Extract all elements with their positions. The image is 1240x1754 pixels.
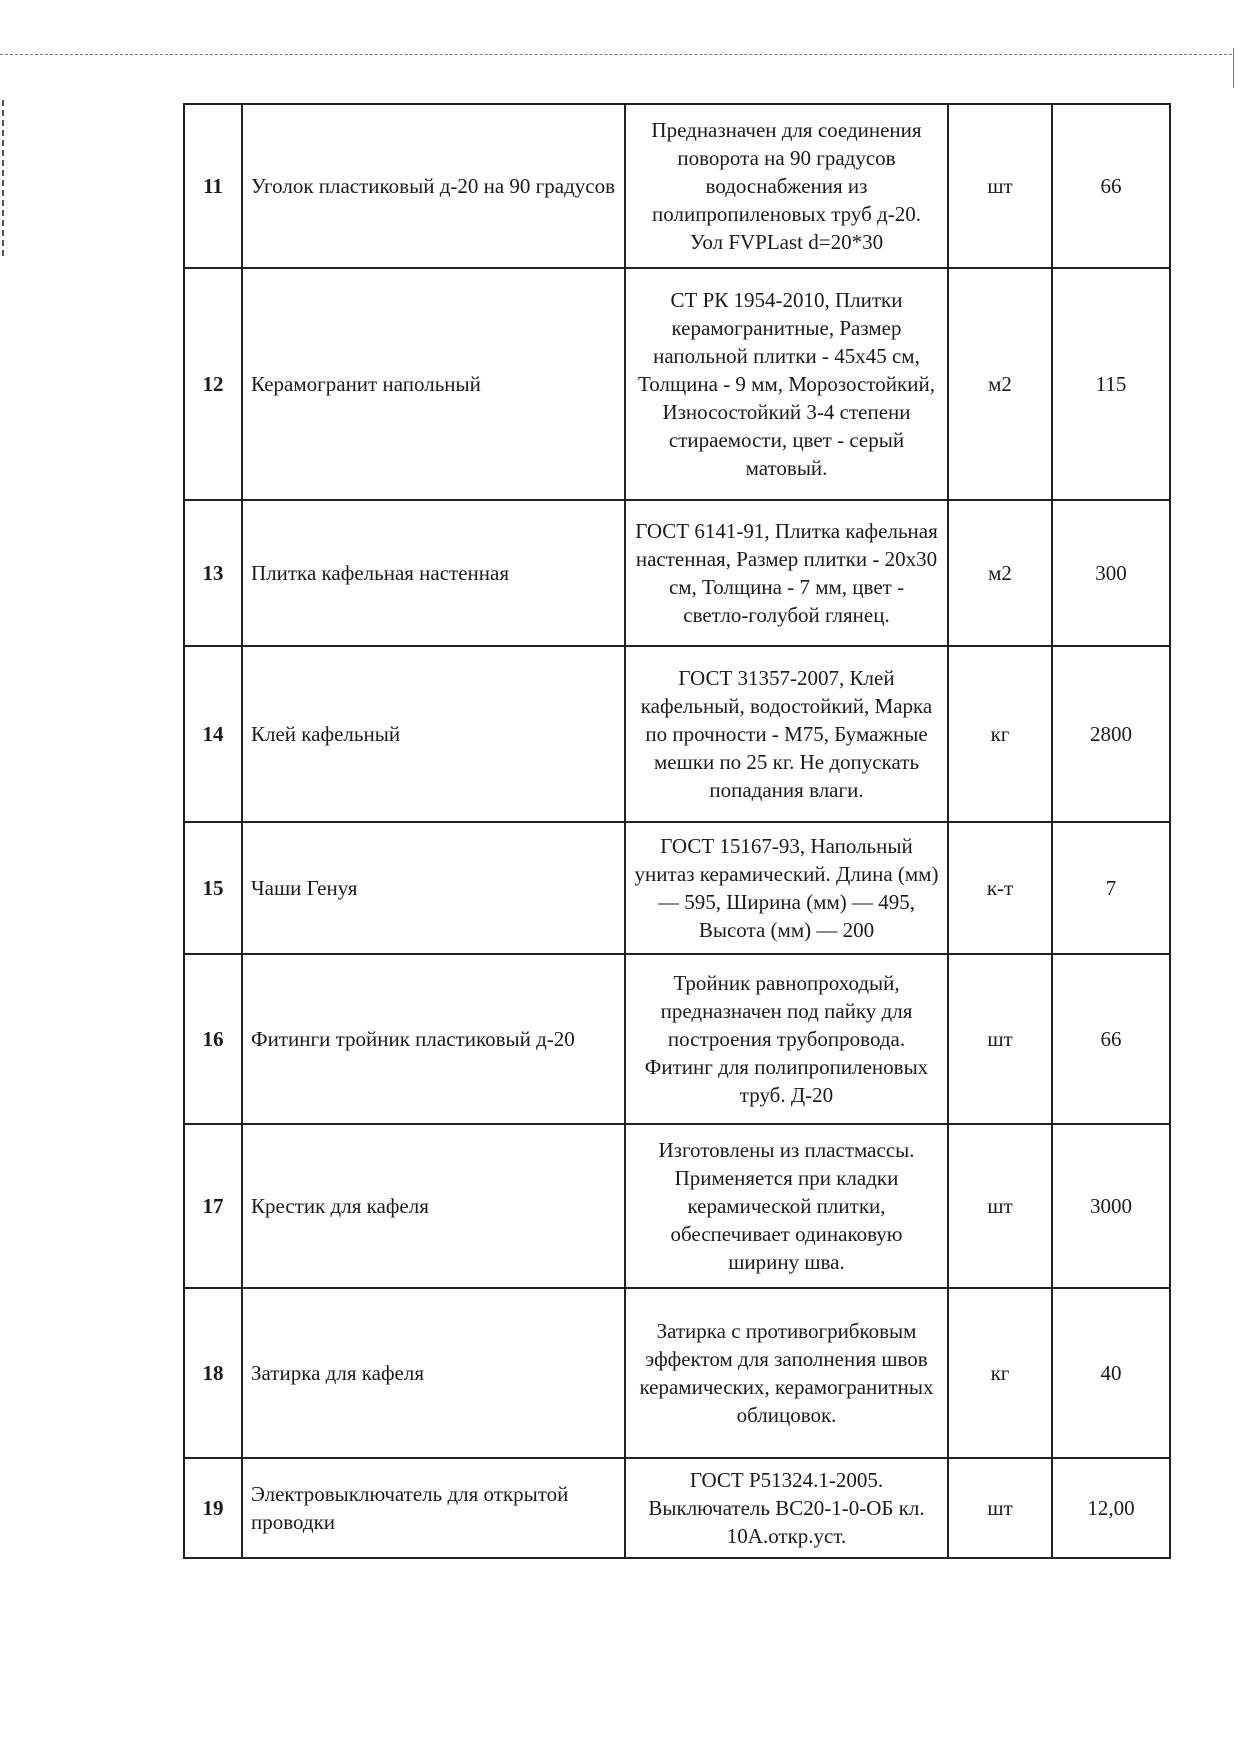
item-name: Уголок пластиковый д-20 на 90 градусов <box>242 104 625 268</box>
item-description: Предназначен для соединения поворота на 90 градусов водоснабжения из полипропиленовых труб д-20. Уол FVPLast d=20*30 <box>625 104 948 268</box>
item-quantity: 40 <box>1052 1288 1170 1458</box>
item-name: Чаши Генуя <box>242 822 625 954</box>
table-row <box>184 1124 1170 1288</box>
table-row <box>184 1288 1170 1458</box>
item-unit: шт <box>948 954 1052 1124</box>
table-row <box>184 1458 1170 1558</box>
item-description: ГОСТ Р51324.1-2005. Выключатель ВС20-1-0-ОБ кл. 10А.откр.уст. <box>625 1458 948 1558</box>
item-quantity: 115 <box>1052 268 1170 500</box>
item-description: Затирка с противогрибковым эффектом для заполнения швов керамических, керамогранитных облицовок. <box>625 1288 948 1458</box>
row-number: 19 <box>184 1458 242 1558</box>
row-number: 16 <box>184 954 242 1124</box>
row-number: 18 <box>184 1288 242 1458</box>
item-quantity: 300 <box>1052 500 1170 646</box>
item-description: ГОСТ 6141-91, Плитка кафельная настенная, Размер плитки - 20х30 см, Толщина - 7 мм, цвет - светло-голубой глянец. <box>625 500 948 646</box>
item-unit: шт <box>948 1458 1052 1558</box>
table-row <box>184 268 1170 500</box>
item-unit: шт <box>948 104 1052 268</box>
scan-right-margin-mark <box>1233 48 1234 88</box>
item-name: Крестик для кафеля <box>242 1124 625 1288</box>
item-unit: м2 <box>948 500 1052 646</box>
item-description: Изготовлены из пластмассы. Применяется при кладки керамической плитки, обеспечивает одинаковую ширину шва. <box>625 1124 948 1288</box>
row-number: 14 <box>184 646 242 822</box>
row-number: 15 <box>184 822 242 954</box>
table-row <box>184 822 1170 954</box>
item-description: Тройник равнопроходый, предназначен под пайку для построения трубопровода. Фитинг для полипропиленовых труб. Д-20 <box>625 954 948 1124</box>
row-number: 11 <box>184 104 242 268</box>
specification-table <box>183 103 1171 1559</box>
item-unit: кг <box>948 646 1052 822</box>
item-name: Керамогранит напольный <box>242 268 625 500</box>
scan-left-margin-mark <box>2 100 4 260</box>
row-number: 13 <box>184 500 242 646</box>
item-quantity: 66 <box>1052 104 1170 268</box>
item-name: Плитка кафельная настенная <box>242 500 625 646</box>
item-quantity: 3000 <box>1052 1124 1170 1288</box>
row-number: 12 <box>184 268 242 500</box>
item-quantity: 12,00 <box>1052 1458 1170 1558</box>
table-row <box>184 104 1170 268</box>
item-description: ГОСТ 31357-2007, Клей кафельный, водостойкий, Марка по прочности - М75, Бумажные мешки по 25 кг. Не допускать попадания влаги. <box>625 646 948 822</box>
item-name: Затирка для кафеля <box>242 1288 625 1458</box>
table-row <box>184 500 1170 646</box>
item-unit: шт <box>948 1124 1052 1288</box>
item-quantity: 2800 <box>1052 646 1170 822</box>
item-name: Клей кафельный <box>242 646 625 822</box>
item-description: СТ РК 1954-2010, Плитки керамогранитные, Размер напольной плитки - 45х45 см, Толщина - 9 мм, Морозостойкий, Износостойкий 3-4 степени стираемости, цвет - серый матовый. <box>625 268 948 500</box>
item-quantity: 66 <box>1052 954 1170 1124</box>
item-unit: м2 <box>948 268 1052 500</box>
item-quantity: 7 <box>1052 822 1170 954</box>
item-unit: к-т <box>948 822 1052 954</box>
table-row <box>184 954 1170 1124</box>
item-description: ГОСТ 15167-93, Напольный унитаз керамический. Длина (мм) — 595, Ширина (мм) — 495, Высота (мм) — 200 <box>625 822 948 954</box>
scan-top-rule <box>0 54 1232 55</box>
row-number: 17 <box>184 1124 242 1288</box>
item-name: Фитинги тройник пластиковый д-20 <box>242 954 625 1124</box>
table-row <box>184 646 1170 822</box>
item-unit: кг <box>948 1288 1052 1458</box>
item-name: Электровыключатель для открытой проводки <box>242 1458 625 1558</box>
